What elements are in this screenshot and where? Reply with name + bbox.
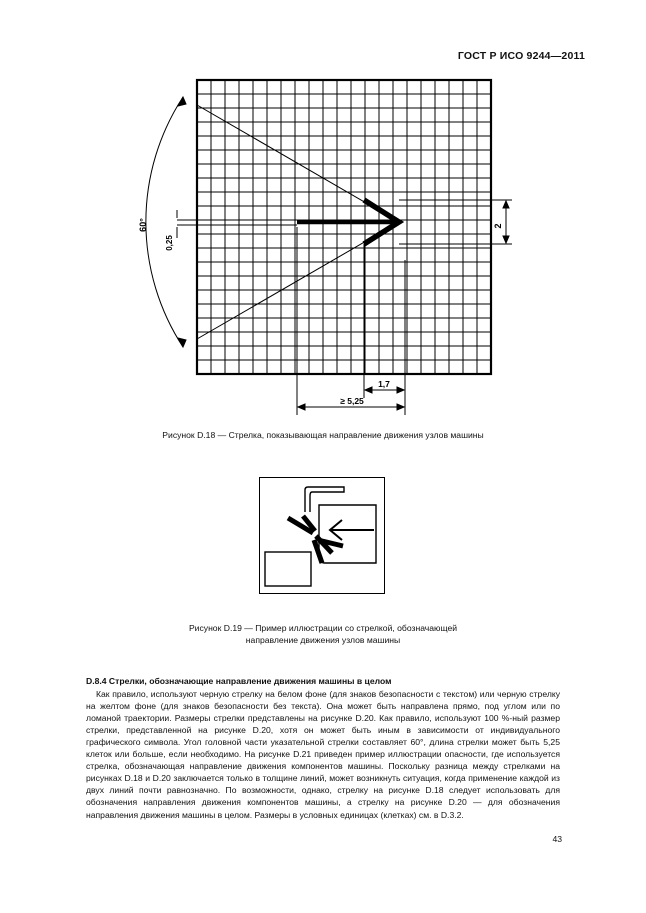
dim-line-width-label: 0,25 (165, 235, 174, 251)
figure-d18-arrow-drawing (120, 70, 530, 420)
dim-head-length-label: 1,7 (378, 379, 390, 389)
figure-d18-caption: Рисунок D.18 — Стрелка, показывающая направление движения узлов машины (162, 430, 484, 440)
figure-d19-illustration (259, 477, 385, 594)
dim-angle-label: 60° (138, 218, 148, 232)
section-title: D.8.4 Стрелки, обозначающие направление движения машины в целом (86, 676, 392, 686)
caption-line-2: направление движения узлов машины (245, 635, 401, 645)
figure-d19-caption (0, 622, 646, 646)
machine-body (319, 505, 376, 563)
page-number: 43 (552, 834, 562, 844)
direction-arrow-icon (330, 520, 374, 540)
machine-hazard-icon (260, 478, 383, 592)
crushed-hand-icon (288, 516, 343, 563)
fixed-block (265, 552, 311, 586)
section-d84 (86, 675, 560, 821)
document-header: ГОСТ Р ИСО 9244—2011 (457, 50, 585, 62)
dim-total-length-label: ≥ 5,25 (340, 396, 364, 406)
caption-line-1: Рисунок D.19 — Пример иллюстрации со стрелкой, обозначающей (188, 623, 458, 633)
grid (197, 80, 491, 374)
arrow-shape (177, 200, 399, 244)
head-width-dimension (399, 200, 512, 244)
dim-head-width-label: 2 (493, 223, 503, 229)
machine-outline (305, 487, 344, 512)
section-paragraph: Как правило, используют черную стрелку на белом фоне (для знаков безопасности с текстом) или черную стрелку на желтом фоне (для знаков безопасности без текста). Она может быть направлена прямо, под углом или по ломаной траектории. Размеры стрелки представлены на рисунке D.20. Как правило, используют 100 %-ный размер стрелки, представленной на рисунке D.20, хотя он может быть иным в зависимости от индивидуального графического символа. Угол головной части указательной стрелки составляет 60°, длина стрелки может быть 5,25 клеток или больше, если необходимо. На рисунке D.21 приведен пример иллюстрации опасности, где используется стрелка, обозначающая направление движения компонентов машины. Поскольку разница между стрелками на рисунках D.18 и D.20 заключается только в толщине линий, может возникнуть ситуация, когда применение каждой из двух линий почти равнозначно. По возможности, однако, стрелку на рисунке D.18 следует использовать для обозначения направления движения компонентов машины, а стрелку на рисунке D.20 — для обозначения направления движения машины в целом. Размеры в условных единицах (клетках) см. в D.3.2. (86, 688, 560, 820)
grid-frame (197, 80, 491, 374)
